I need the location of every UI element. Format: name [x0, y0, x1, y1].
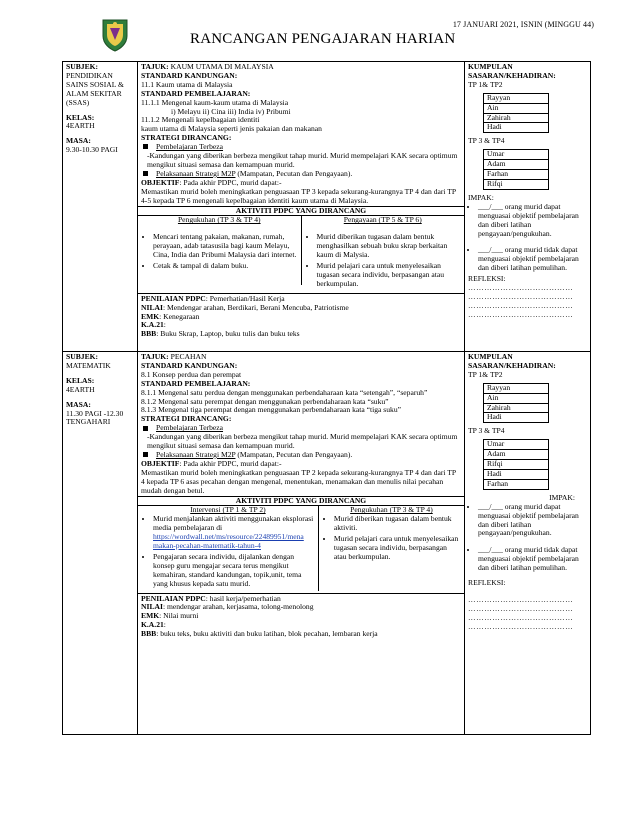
- time-label: MASA:: [66, 399, 91, 409]
- emk-value: : Nilai murni: [159, 611, 199, 621]
- emk-label: EMK: [141, 611, 160, 621]
- group-tp12-list: [483, 383, 549, 424]
- group-tp34-label: TP 3 & TP4: [468, 426, 505, 436]
- bbb-label: BBB: [141, 329, 157, 339]
- header-date: 17 JANUARI 2021, ISNIN (MINGGU 44): [452, 20, 594, 29]
- student-name: Ain: [484, 103, 549, 113]
- student-name: Zahirah: [484, 403, 549, 413]
- tajuk-value: PECAHAN: [170, 352, 207, 361]
- objektif-value: : Pada akhir PDPC, murid dapat:-: [179, 458, 282, 468]
- class-label: KELAS:: [66, 375, 95, 385]
- activity-col-title: Pengukuhan (TP 3 & TP 4): [350, 505, 433, 515]
- sasaran-label: SASARAN/KEHADIRAN:: [468, 360, 556, 370]
- lesson2-content-cell: [138, 352, 465, 735]
- nilai-value: : mendengar arahan, kerjasama, tolong-menolong: [162, 602, 314, 612]
- subject-line: (SSAS): [66, 97, 90, 107]
- student-name: Farhan: [484, 479, 549, 489]
- student-name: Ain: [484, 393, 549, 403]
- sp-item-detail: kaum utama di Malaysia seperti jenis pakaian dan makanan: [141, 124, 322, 134]
- activity-item: • Pengajaran secara individu, dijalankan dengan konsep guru mengajar secara terus mengikut kemahiran, standard kandungan, topik,unit, tema yang khusus kepada satu murid.: [153, 553, 315, 589]
- activity-col-left: [138, 216, 302, 285]
- activity-col-right: [319, 506, 464, 590]
- sk-value: 11.1 Kaum utama di Malaysia: [141, 79, 233, 89]
- student-name: Zahirah: [484, 113, 549, 123]
- subject-line: PENDIDIKAN: [66, 70, 113, 80]
- refleksi-line: …………………………………: [468, 283, 574, 293]
- student-name: Rifqi: [484, 460, 549, 470]
- student-name: Hadi: [484, 413, 549, 423]
- strategy-pt-desc: -Kandungan yang diberikan berbeza mengikut tahap murid. Murid mempelajari KAK secara optimum mengikut situasi semasa dan kemampuan murid.: [147, 151, 458, 169]
- strategi-label: STRATEGI DIRANCANG:: [141, 414, 232, 424]
- penilaian-label: PENILAIAN PDPC: [141, 593, 206, 603]
- time-value: 9.30-10.30 PAGI: [66, 145, 118, 155]
- school-crest-logo: [100, 18, 130, 52]
- bbb-value: : buku teks, buku aktiviti dan buku latihan, blok pecahan, lembaran kerja: [156, 629, 378, 639]
- sk-label: STANDARD KANDUNGAN:: [141, 360, 238, 370]
- student-name: Rayyan: [484, 93, 549, 103]
- kumpulan-label: KUMPULAN: [468, 352, 513, 361]
- kumpulan-label: KUMPULAN: [468, 62, 513, 71]
- subject-line: SAINS SOSIAL &: [66, 79, 124, 89]
- lesson1-subject-cell: [63, 62, 138, 352]
- lesson-row-1: [63, 62, 591, 352]
- student-name: Adam: [484, 450, 549, 460]
- strategy-m2p: Pelaksanaan Strategi M2P: [156, 168, 236, 178]
- strategy-pt: Pembelajaran Terbeza: [156, 142, 224, 152]
- group-tp12-label: TP 1& TP2: [468, 369, 503, 379]
- strategy-m2p-desc: (Mampatan, Pecutan dan Pengayaan).: [235, 449, 353, 459]
- ka-label: K.A.21: [141, 320, 164, 330]
- penilaian-value: : Pemerhatian/Hasil Kerja: [205, 293, 285, 303]
- tajuk-value: KAUM UTAMA DI MALAYSIA: [170, 62, 274, 71]
- sp-item: 8.1.2 Mengenal satu perempat dengan menggunakan perbendaharaan kata “suku”: [141, 396, 389, 406]
- bullet-square-icon: [143, 144, 148, 149]
- objektif-value: : Pada akhir PDPC, murid dapat:-: [179, 177, 282, 187]
- bbb-value: : Buku Skrap, Laptop, buku tulis dan buku teks: [156, 329, 300, 339]
- sp-item: 8.1.3 Mengenal tiga perempat dengan menggunakan perbendaharaan kata “tiga suku”: [141, 405, 401, 415]
- activity-item: • Murid diberikan tugasan dalam bentuk aktiviti.: [334, 515, 461, 533]
- refleksi-label: REFLEKSI:: [468, 578, 506, 588]
- strategy-m2p: Pelaksanaan Strategi M2P: [156, 449, 236, 459]
- tajuk-label: TAJUK:: [141, 352, 169, 361]
- student-name: Umar: [484, 150, 549, 160]
- sp-label: STANDARD PEMBELAJARAN:: [141, 378, 251, 388]
- penilaian-value: : hasil kerja/pemerhatian: [205, 593, 281, 603]
- impak-label: IMPAK:: [468, 192, 494, 202]
- activity-col-right: [302, 216, 465, 290]
- subject-label: SUBJEK:: [66, 352, 99, 361]
- strategy-pt-desc: -Kandungan yang diberikan berbeza mengikut tahap murid. Murid mempelajari KAK secara optimum mengikut situasi semasa dan kemampuan murid.: [147, 432, 458, 451]
- bbb-label: BBB: [141, 629, 157, 639]
- activity-item: • Cetak & tampal di dalam buku.: [153, 262, 298, 271]
- time-label: MASA:: [66, 136, 91, 146]
- impak-label: IMPAK:: [549, 492, 575, 502]
- activity-item: • Murid pelajari cara untuk menyelesaikan tugasan secara individu, berpasangan atau berkumpulan.: [317, 262, 462, 289]
- nilai-label: NILAI: [141, 302, 163, 312]
- sp-label: STANDARD PEMBELAJARAN:: [141, 88, 251, 98]
- class-label: KELAS:: [66, 112, 95, 122]
- subject-label: SUBJEK:: [66, 62, 99, 71]
- ka-value: :: [163, 320, 166, 330]
- wordwall-link[interactable]: https://wordwall.net/ms/resource/22489951/mena makan-pecahan-matematik-tahun-4: [153, 532, 304, 551]
- strategy-pt: Pembelajaran Terbeza: [156, 423, 224, 433]
- impak-item: • ___/___ orang murid dapat menguasai objektif pembelajaran dan diberi latihan pengayaan/pengukuhan.: [478, 503, 587, 539]
- sp-item: 11.1.2 Mengenali kepelbagaian identiti: [141, 115, 260, 125]
- student-name: Hadi: [484, 469, 549, 479]
- activity-header: AKTIVITI PDPC YANG DIRANCANG: [138, 206, 464, 217]
- nilai-value: : Mendengar arahan, Berdikari, Berani Mencuba, Patriotisme: [162, 302, 349, 312]
- activity-columns: [138, 216, 464, 290]
- refleksi-line: …………………………………: [468, 300, 574, 310]
- nilai-label: NILAI: [141, 602, 163, 612]
- activity-header: AKTIVITI PDPC YANG DIRANCANG: [138, 496, 464, 507]
- tajuk-label: TAJUK:: [141, 62, 169, 71]
- page-title: RANCANGAN PENGAJARAN HARIAN: [190, 31, 456, 47]
- lesson-row-2: [63, 352, 591, 735]
- class-value: 4EARTH: [66, 384, 95, 394]
- time-value: TENGAHARI: [66, 417, 111, 427]
- lesson2-subject-cell: [63, 352, 138, 735]
- ka-value: :: [163, 620, 166, 630]
- student-name: Umar: [484, 440, 549, 450]
- lesson-plan-table: [62, 61, 591, 735]
- group-tp34-list: [483, 439, 549, 490]
- activity-item: • Mencari tentang pakaian, makanan, rumah, perayaan, adab tatasusila bagi kaum Melayu, Cina, India dan Pribumi Malaysia dari internet.: [153, 233, 298, 260]
- activity-item: [153, 515, 315, 551]
- penilaian-label: PENILAIAN PDPC: [141, 293, 206, 303]
- refleksi-label: REFLEKSI:: [468, 274, 506, 284]
- impak-item: • ___/___ orang murid dapat menguasai objektif pembelajaran dan diberi latihan pengayaan/pengukuhan.: [478, 203, 587, 239]
- sp-item: 11.1.1 Mengenal kaum-kaum utama di Malaysia: [141, 97, 289, 107]
- refleksi-line: …………………………………: [468, 309, 574, 319]
- impak-item: • ___/___ orang murid tidak dapat menguasai objektif pembelajaran dan diberi latihan pemulihan.: [478, 246, 587, 273]
- activity-columns: [138, 506, 464, 590]
- activity-col-title: Pengayaan (TP 5 & TP 6): [343, 215, 422, 225]
- activity-col-title: Pengukuhan (TP 3 & TP 4): [177, 215, 261, 225]
- objektif-label: OBJEKTIF: [141, 177, 180, 187]
- sp-item-detail: i) Melayu ii) Cina iii) India iv) Pribumi: [171, 106, 291, 116]
- bullet-square-icon: [143, 452, 148, 457]
- lesson2-group-cell: [465, 352, 591, 735]
- group-tp34-list: [483, 149, 549, 190]
- emk-label: EMK: [141, 311, 160, 321]
- activity-item: • Murid diberikan tugasan dalam bentuk menghasilkan sebuah buku skrap berkaitan kaum di Malysia.: [317, 233, 462, 260]
- activity-col-left: [138, 506, 319, 590]
- activity-col-title: Intervensi (TP 1 & TP 2): [190, 505, 266, 515]
- student-name: Farhan: [484, 170, 549, 180]
- lesson1-content-cell: [138, 62, 465, 352]
- lesson1-group-cell: [465, 62, 591, 352]
- group-tp12-list: [483, 93, 549, 134]
- sk-label: STANDARD KANDUNGAN:: [141, 70, 238, 80]
- subject-line: ALAM SEKITAR: [66, 88, 122, 98]
- group-tp12-label: TP 1& TP2: [468, 79, 503, 89]
- class-value: 4EARTH: [66, 121, 95, 131]
- bullet-square-icon: [143, 426, 148, 431]
- refleksi-line: …………………………………: [468, 621, 574, 631]
- strategy-m2p-desc: (Mampatan, Pecutan dan Pengayaan).: [235, 168, 353, 178]
- impak-item: • ___/___ orang murid tidak dapat menguasai objektif pembelajaran dan diberi latihan pemulihan.: [478, 546, 587, 573]
- ka-label: K.A.21: [141, 620, 164, 630]
- refleksi-line: …………………………………: [468, 594, 574, 604]
- activity-item: • Murid pelajari cara untuk menyelesaikan tugasan secara individu, berpasangan atau berkumpulan.: [334, 535, 461, 562]
- student-name: Adam: [484, 160, 549, 170]
- student-name: Rayyan: [484, 383, 549, 393]
- student-name: Rifqi: [484, 179, 549, 189]
- objektif-desc: Memastikan murid boleh meningkatkan penguasaan TP 3 kepada sekurang-kurangnya TP 4 dan dari TP 4-5 kepada TP 6 mengenali kepelbagaian identiti kaum utama di Malaysia.: [141, 186, 456, 205]
- objektif-desc: Memastikan murid boleh meningkatkan penguasaan TP 2 kepada sekurang-kurangnya TP 4 dan dari TP 4 kepada TP 6 asas pecahan dengan mengenal, menentukan, menamakan dan menulis nilai pecahan mudah dengan betul.: [141, 467, 456, 495]
- refleksi-line: …………………………………: [468, 603, 574, 613]
- bullet-square-icon: [143, 171, 148, 176]
- time-value: 11.30 PAGI -12.30: [66, 408, 124, 418]
- emk-value: : Kenegaraan: [159, 311, 200, 321]
- activity-item-text: Murid menjalankan aktiviti menggunakan eksplorasi media pembelajaran di: [153, 514, 314, 533]
- sk-value: 8.1 Konsep perdua dan perempat: [141, 369, 242, 379]
- sp-item: 8.1.1 Mengenal satu perdua dengan menggunakan perbendaharaan kata “setengah”, “separuh”: [141, 387, 428, 397]
- refleksi-line: …………………………………: [468, 612, 574, 622]
- student-name: Hadi: [484, 123, 549, 133]
- sasaran-label: SASARAN/KEHADIRAN:: [468, 70, 556, 80]
- refleksi-line: …………………………………: [468, 291, 574, 301]
- strategi-label: STRATEGI DIRANCANG:: [141, 133, 232, 143]
- group-tp34-label: TP 3 & TP4: [468, 136, 505, 146]
- subject-line: MATEMATIK: [66, 360, 111, 370]
- objektif-label: OBJEKTIF: [141, 458, 180, 468]
